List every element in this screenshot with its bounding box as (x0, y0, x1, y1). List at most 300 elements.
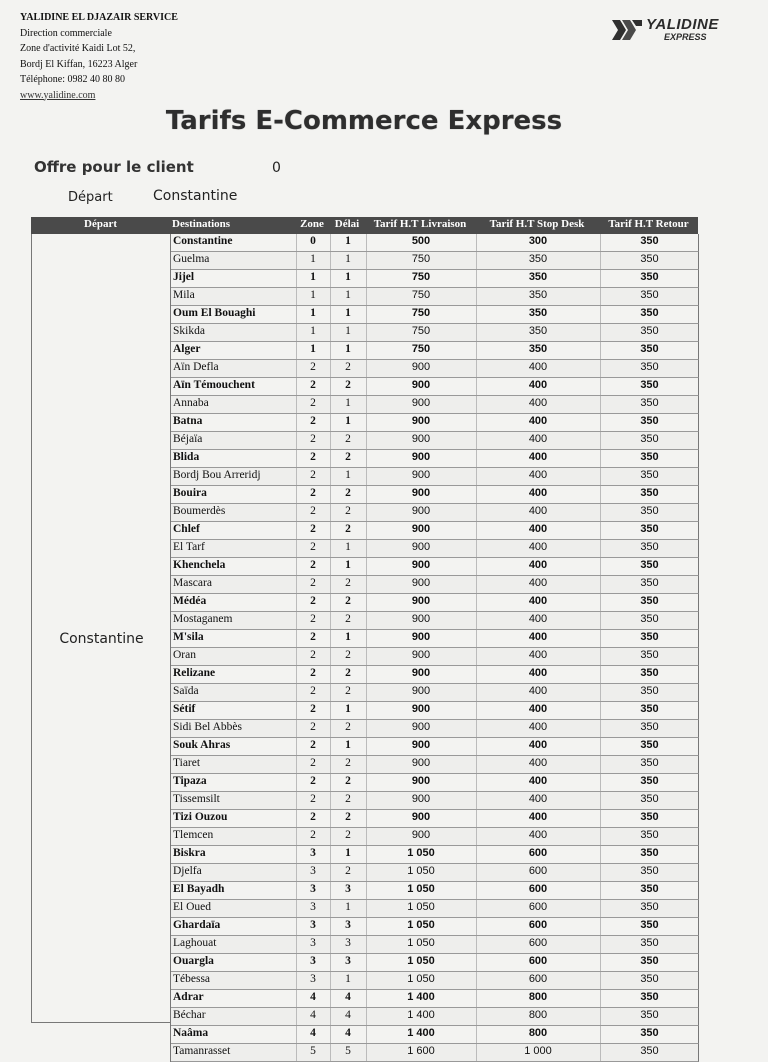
cell-tarif-livraison: 900 (411, 757, 431, 769)
cell-delai: 4 (345, 991, 351, 1003)
cell-tarif-livraison: 750 (411, 271, 431, 283)
cell-zone: 0 (310, 235, 316, 247)
cell-tarif-stop-desk: 600 (528, 847, 548, 859)
table-row (171, 468, 699, 486)
cell-tarif-retour: 350 (640, 883, 659, 895)
cell-tarif-stop-desk: 400 (528, 793, 548, 805)
cell-tarif-livraison: 750 (411, 253, 431, 265)
header-depart: Départ (84, 218, 117, 230)
cell-tarif-livraison: 900 (411, 595, 431, 607)
company-department: Direction commerciale (20, 27, 112, 39)
cell-destination: Aïn Defla (173, 361, 219, 373)
cell-delai: 1 (345, 271, 351, 283)
table-row (171, 288, 699, 306)
cell-delai: 2 (345, 685, 351, 697)
cell-tarif-stop-desk: 600 (528, 883, 548, 895)
cell-tarif-livraison: 1 050 (407, 955, 435, 967)
cell-delai: 2 (345, 865, 351, 877)
cell-delai: 5 (345, 1045, 351, 1057)
cell-tarif-stop-desk: 400 (528, 829, 548, 841)
cell-tarif-livraison: 900 (411, 361, 431, 373)
cell-tarif-livraison: 900 (411, 613, 431, 625)
cell-tarif-retour: 350 (640, 361, 659, 373)
cell-zone: 2 (310, 559, 316, 571)
company-address-line-2: Bordj El Kiffan, 16223 Alger (20, 58, 138, 70)
cell-zone: 2 (310, 739, 316, 751)
tariff-table (31, 217, 698, 1057)
cell-tarif-livraison: 1 050 (407, 919, 435, 931)
cell-destination: El Oued (173, 901, 212, 913)
cell-tarif-livraison: 750 (411, 307, 431, 319)
cell-tarif-retour: 350 (640, 253, 659, 265)
cell-tarif-livraison: 900 (411, 577, 431, 589)
cell-zone: 2 (310, 829, 316, 841)
cell-destination: Tissemsilt (173, 793, 220, 805)
cell-zone: 2 (310, 433, 316, 445)
cell-delai: 1 (345, 541, 351, 553)
table-row (171, 1044, 699, 1062)
header-delai: Délai (334, 218, 360, 230)
company-website-link[interactable]: www.yalidine.com (20, 89, 96, 101)
cell-tarif-retour: 350 (640, 613, 659, 625)
cell-tarif-stop-desk: 1 000 (524, 1045, 552, 1057)
departure-value: Constantine (153, 188, 238, 204)
cell-tarif-retour: 350 (640, 1027, 659, 1039)
cell-tarif-stop-desk: 800 (528, 1027, 548, 1039)
cell-destination: Mila (173, 289, 195, 301)
cell-delai: 2 (345, 613, 351, 625)
header-destinations: Destinations (172, 218, 231, 230)
cell-tarif-stop-desk: 400 (528, 541, 548, 553)
cell-destination: Annaba (173, 397, 209, 409)
cell-delai: 2 (345, 667, 351, 679)
table-row (171, 666, 699, 684)
cell-tarif-retour: 350 (640, 649, 659, 661)
cell-tarif-livraison: 1 050 (407, 847, 435, 859)
cell-delai: 2 (345, 361, 351, 373)
cell-tarif-stop-desk: 600 (528, 901, 548, 913)
table-row (171, 738, 699, 756)
cell-destination: Sétif (173, 703, 196, 715)
cell-tarif-livraison: 1 050 (407, 937, 435, 949)
cell-destination: Ouargla (173, 955, 214, 967)
yalidine-logo (612, 16, 722, 44)
table-row (171, 450, 699, 468)
table-row (171, 432, 699, 450)
cell-zone: 2 (310, 541, 316, 553)
cell-zone: 3 (310, 865, 316, 877)
cell-tarif-stop-desk: 350 (528, 325, 548, 337)
cell-tarif-livraison: 1 600 (407, 1045, 435, 1057)
table-row (171, 396, 699, 414)
cell-tarif-stop-desk: 350 (528, 343, 548, 355)
cell-tarif-stop-desk: 400 (528, 415, 548, 427)
cell-destination: Batna (173, 415, 203, 427)
cell-zone: 2 (310, 811, 316, 823)
cell-tarif-stop-desk: 400 (528, 613, 548, 625)
cell-tarif-stop-desk: 400 (528, 667, 548, 679)
cell-delai: 2 (345, 757, 351, 769)
table-row (171, 414, 699, 432)
cell-destination: Djelfa (173, 865, 202, 877)
page-title: Tarifs E-Commerce Express (165, 106, 563, 136)
table-row (171, 306, 699, 324)
cell-tarif-stop-desk: 400 (528, 811, 548, 823)
departure-label: Départ (68, 190, 113, 205)
header-tarif-stop-desk: Tarif H.T Stop Desk (489, 218, 585, 230)
cell-tarif-retour: 350 (640, 343, 659, 355)
cell-delai: 2 (345, 523, 351, 535)
cell-zone: 2 (310, 649, 316, 661)
cell-zone: 3 (310, 937, 316, 949)
cell-tarif-retour: 350 (640, 685, 659, 697)
cell-destination: Bouira (173, 487, 207, 499)
cell-zone: 3 (310, 847, 316, 859)
cell-tarif-retour: 350 (640, 667, 659, 679)
cell-tarif-livraison: 900 (411, 667, 431, 679)
cell-delai: 1 (345, 901, 351, 913)
cell-destination: Sidi Bel Abbès (173, 721, 243, 733)
table-row (171, 954, 699, 972)
cell-tarif-retour: 350 (640, 919, 659, 931)
cell-destination: Tizi Ouzou (173, 811, 228, 823)
cell-destination: Constantine (173, 235, 233, 247)
cell-zone: 2 (310, 595, 316, 607)
cell-destination: Béjaïa (173, 433, 203, 445)
cell-tarif-stop-desk: 400 (528, 397, 548, 409)
cell-destination: Naâma (173, 1027, 209, 1039)
cell-destination: Relizane (173, 667, 216, 679)
cell-delai: 2 (345, 811, 351, 823)
cell-tarif-stop-desk: 400 (528, 595, 548, 607)
cell-tarif-retour: 350 (640, 631, 659, 643)
cell-destination: Tébessa (173, 973, 211, 985)
cell-tarif-stop-desk: 400 (528, 649, 548, 661)
cell-delai: 1 (345, 289, 351, 301)
cell-tarif-stop-desk: 400 (528, 721, 548, 733)
cell-tarif-retour: 350 (640, 433, 659, 445)
cell-zone: 2 (310, 379, 316, 391)
cell-tarif-stop-desk: 800 (528, 1009, 548, 1021)
cell-delai: 1 (345, 253, 351, 265)
cell-tarif-livraison: 1 050 (407, 865, 435, 877)
cell-zone: 1 (310, 325, 316, 337)
cell-tarif-livraison: 1 400 (407, 1027, 435, 1039)
company-address-line-1: Zone d'activité Kaidi Lot 52, (20, 43, 136, 54)
cell-tarif-livraison: 900 (411, 811, 431, 823)
cell-tarif-livraison: 900 (411, 631, 431, 643)
cell-tarif-stop-desk: 400 (528, 739, 548, 751)
cell-tarif-retour: 350 (640, 865, 659, 877)
cell-delai: 2 (345, 595, 351, 607)
cell-delai: 1 (345, 703, 351, 715)
cell-delai: 2 (345, 505, 351, 517)
cell-zone: 2 (310, 505, 316, 517)
cell-delai: 2 (345, 775, 351, 787)
cell-tarif-retour: 350 (640, 415, 659, 427)
table-row (171, 1026, 699, 1044)
cell-tarif-retour: 350 (640, 775, 659, 787)
cell-zone: 3 (310, 883, 316, 895)
cell-tarif-retour: 350 (640, 595, 659, 607)
cell-destination: Biskra (173, 847, 206, 859)
cell-destination: Oran (173, 649, 196, 661)
table-row (171, 774, 699, 792)
table-row (171, 234, 699, 252)
cell-tarif-livraison: 900 (411, 793, 431, 805)
cell-zone: 2 (310, 613, 316, 625)
table-row (171, 378, 699, 396)
table-row (171, 504, 699, 522)
cell-zone: 2 (310, 469, 316, 481)
cell-zone: 1 (310, 307, 316, 319)
cell-tarif-retour: 350 (640, 829, 659, 841)
cell-destination: Tlemcen (173, 829, 214, 841)
cell-destination: Mascara (173, 577, 212, 589)
cell-delai: 2 (345, 451, 351, 463)
depart-city-label: Constantine (59, 631, 144, 647)
cell-tarif-livraison: 750 (411, 343, 431, 355)
table-row (171, 846, 699, 864)
company-phone: Téléphone: 0982 40 80 80 (20, 74, 125, 85)
cell-tarif-stop-desk: 600 (528, 955, 548, 967)
table-row (171, 252, 699, 270)
cell-tarif-retour: 350 (640, 793, 659, 805)
cell-zone: 2 (310, 793, 316, 805)
cell-tarif-stop-desk: 400 (528, 469, 548, 481)
cell-zone: 5 (310, 1045, 316, 1057)
offer-client-value: 0 (272, 160, 281, 176)
cell-destination: Khenchela (173, 559, 226, 571)
table-row (171, 702, 699, 720)
cell-destination: Souk Ahras (173, 739, 231, 751)
cell-zone: 2 (310, 451, 316, 463)
cell-tarif-livraison: 900 (411, 469, 431, 481)
cell-destination: Blida (173, 451, 200, 463)
cell-tarif-retour: 350 (640, 739, 659, 751)
cell-delai: 2 (345, 487, 351, 499)
cell-tarif-retour: 350 (640, 955, 659, 967)
cell-tarif-livraison: 900 (411, 685, 431, 697)
cell-tarif-retour: 350 (640, 1009, 659, 1021)
cell-zone: 2 (310, 685, 316, 697)
cell-tarif-retour: 350 (640, 325, 659, 337)
cell-zone: 2 (310, 703, 316, 715)
cell-tarif-retour: 350 (640, 937, 659, 949)
cell-delai: 2 (345, 379, 351, 391)
table-row (171, 684, 699, 702)
table-row (171, 612, 699, 630)
table-row (171, 360, 699, 378)
cell-tarif-retour: 350 (640, 901, 659, 913)
cell-delai: 1 (345, 973, 351, 985)
cell-destination: Médéa (173, 595, 207, 607)
table-row (171, 324, 699, 342)
cell-delai: 2 (345, 649, 351, 661)
table-row (171, 558, 699, 576)
cell-delai: 4 (345, 1027, 351, 1039)
table-row (171, 918, 699, 936)
cell-tarif-livraison: 1 400 (407, 991, 435, 1003)
cell-tarif-livraison: 900 (411, 829, 431, 841)
table-row (171, 630, 699, 648)
cell-delai: 2 (345, 433, 351, 445)
cell-destination: Chlef (173, 523, 200, 535)
logo-text-main: YALIDINE (646, 16, 719, 33)
table-row (171, 810, 699, 828)
cell-tarif-retour: 350 (640, 397, 659, 409)
table-row (171, 342, 699, 360)
cell-delai: 1 (345, 235, 351, 247)
company-name: YALIDINE EL DJAZAIR SERVICE (20, 12, 178, 23)
cell-zone: 2 (310, 577, 316, 589)
cell-tarif-livraison: 750 (411, 289, 431, 301)
cell-tarif-retour: 350 (640, 379, 659, 391)
cell-tarif-stop-desk: 400 (528, 361, 548, 373)
cell-zone: 2 (310, 487, 316, 499)
cell-delai: 1 (345, 325, 351, 337)
cell-destination: Béchar (173, 1009, 206, 1021)
cell-tarif-livraison: 900 (411, 739, 431, 751)
cell-destination: Oum El Bouaghi (173, 307, 256, 319)
cell-tarif-livraison: 900 (411, 397, 431, 409)
cell-delai: 1 (345, 739, 351, 751)
cell-delai: 1 (345, 415, 351, 427)
cell-zone: 2 (310, 667, 316, 679)
cell-tarif-retour: 350 (640, 1045, 659, 1057)
cell-tarif-stop-desk: 400 (528, 379, 548, 391)
table-row (171, 522, 699, 540)
cell-delai: 2 (345, 793, 351, 805)
cell-zone: 4 (310, 1027, 316, 1039)
cell-destination: Aïn Témouchent (173, 379, 255, 391)
table-row (171, 792, 699, 810)
cell-tarif-livraison: 750 (411, 325, 431, 337)
cell-destination: El Bayadh (173, 883, 225, 895)
cell-tarif-stop-desk: 400 (528, 451, 548, 463)
table-row (171, 882, 699, 900)
table-row (171, 864, 699, 882)
table-row (171, 756, 699, 774)
cell-tarif-retour: 350 (640, 721, 659, 733)
cell-delai: 3 (345, 955, 351, 967)
cell-destination: Jijel (173, 271, 195, 283)
cell-tarif-stop-desk: 350 (528, 271, 548, 283)
cell-tarif-stop-desk: 400 (528, 703, 548, 715)
cell-destination: Bordj Bou Arreridj (173, 469, 261, 481)
cell-delai: 1 (345, 847, 351, 859)
cell-destination: M'sila (173, 631, 204, 643)
cell-tarif-livraison: 900 (411, 649, 431, 661)
cell-zone: 2 (310, 523, 316, 535)
cell-zone: 3 (310, 955, 316, 967)
cell-destination: Saïda (173, 685, 199, 697)
cell-delai: 4 (345, 1009, 351, 1021)
table-row (171, 270, 699, 288)
cell-tarif-retour: 350 (640, 559, 659, 571)
cell-destination: Adrar (173, 991, 204, 1003)
cell-tarif-stop-desk: 400 (528, 757, 548, 769)
cell-zone: 1 (310, 289, 316, 301)
cell-tarif-retour: 350 (640, 703, 659, 715)
yalidine-logo-icon (612, 18, 644, 42)
cell-tarif-stop-desk: 400 (528, 433, 548, 445)
cell-zone: 2 (310, 361, 316, 373)
cell-tarif-livraison: 900 (411, 379, 431, 391)
cell-tarif-stop-desk: 400 (528, 577, 548, 589)
cell-tarif-retour: 350 (640, 307, 659, 319)
cell-tarif-stop-desk: 400 (528, 631, 548, 643)
cell-delai: 3 (345, 883, 351, 895)
cell-tarif-retour: 350 (640, 991, 659, 1003)
cell-zone: 2 (310, 757, 316, 769)
cell-destination: El Tarf (173, 541, 205, 553)
cell-tarif-stop-desk: 600 (528, 973, 548, 985)
cell-tarif-stop-desk: 350 (528, 307, 548, 319)
cell-delai: 3 (345, 937, 351, 949)
cell-tarif-retour: 350 (640, 487, 659, 499)
cell-tarif-livraison: 900 (411, 721, 431, 733)
cell-tarif-livraison: 900 (411, 559, 431, 571)
offer-label: Offre pour le client (34, 158, 194, 176)
cell-zone: 1 (310, 253, 316, 265)
table-row (171, 648, 699, 666)
cell-tarif-retour: 350 (640, 451, 659, 463)
header-zone: Zone (300, 218, 324, 230)
cell-delai: 1 (345, 397, 351, 409)
cell-destination: Ghardaïa (173, 919, 221, 931)
cell-tarif-stop-desk: 300 (528, 235, 548, 247)
cell-delai: 2 (345, 829, 351, 841)
cell-delai: 1 (345, 307, 351, 319)
cell-tarif-livraison: 900 (411, 433, 431, 445)
header-tarif-livraison: Tarif H.T Livraison (373, 218, 467, 230)
cell-tarif-livraison: 900 (411, 541, 431, 553)
depart-city-cell (31, 234, 171, 1023)
header-tarif-retour: Tarif H.T Retour (608, 218, 689, 230)
cell-zone: 2 (310, 631, 316, 643)
cell-tarif-livraison: 900 (411, 415, 431, 427)
cell-tarif-livraison: 900 (411, 775, 431, 787)
cell-destination: Tipaza (173, 775, 207, 787)
cell-tarif-stop-desk: 400 (528, 775, 548, 787)
cell-tarif-retour: 350 (640, 973, 659, 985)
cell-zone: 1 (310, 271, 316, 283)
cell-zone: 3 (310, 919, 316, 931)
cell-tarif-stop-desk: 400 (528, 505, 548, 517)
table-row (171, 1008, 699, 1026)
cell-zone: 1 (310, 343, 316, 355)
cell-destination: Tiaret (173, 757, 201, 769)
table-row (171, 576, 699, 594)
cell-zone: 3 (310, 973, 316, 985)
cell-destination: Guelma (173, 253, 210, 265)
table-row (171, 990, 699, 1008)
cell-tarif-livraison: 1 050 (407, 973, 435, 985)
cell-zone: 2 (310, 721, 316, 733)
cell-delai: 3 (345, 919, 351, 931)
cell-tarif-stop-desk: 400 (528, 685, 548, 697)
cell-tarif-retour: 350 (640, 847, 659, 859)
cell-delai: 1 (345, 631, 351, 643)
cell-tarif-retour: 350 (640, 577, 659, 589)
company-info (20, 10, 178, 103)
cell-destination: Tamanrasset (173, 1045, 231, 1057)
cell-tarif-stop-desk: 600 (528, 865, 548, 877)
cell-tarif-retour: 350 (640, 235, 659, 247)
cell-destination: Skikda (173, 325, 205, 337)
cell-delai: 2 (345, 721, 351, 733)
